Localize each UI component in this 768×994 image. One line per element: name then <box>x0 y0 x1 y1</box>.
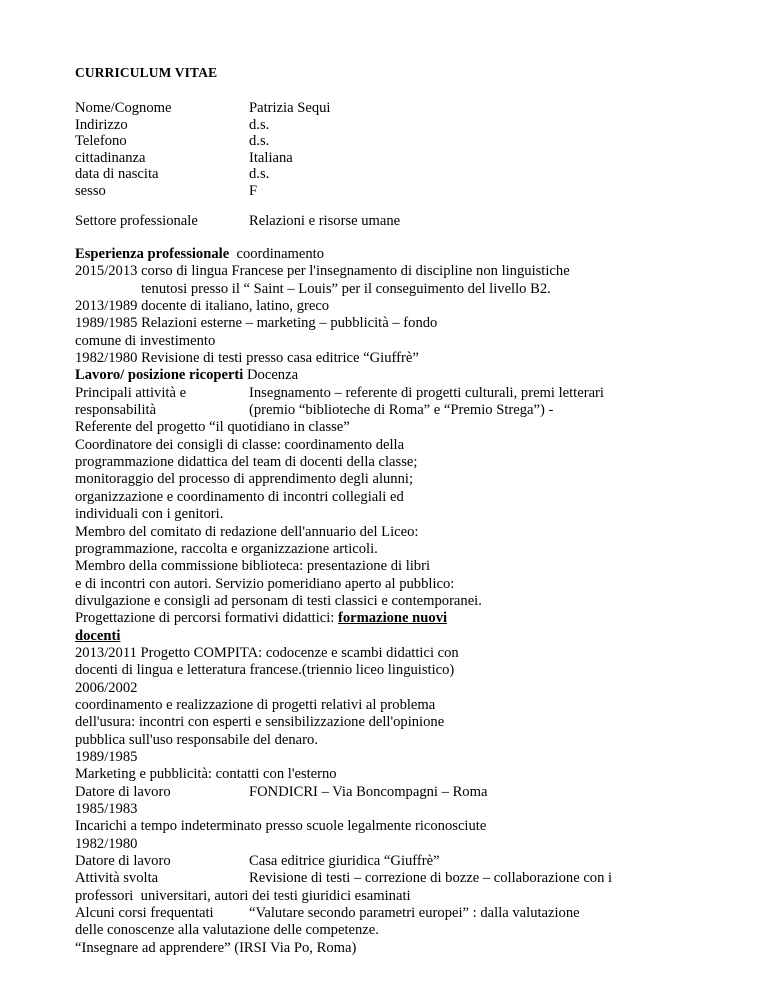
text-line: coordinamento <box>229 246 325 262</box>
text-line: “Insegnare ad apprendere” (IRSI Via Po, Roma) <box>75 939 357 956</box>
text-line: docenti di lingua e letteratura francese.(triennio liceo linguistico) <box>75 662 455 679</box>
info-label: Indirizzo <box>75 116 128 133</box>
training-highlight: docenti <box>75 627 121 644</box>
text-line: Referente del progetto “il quotidiano in classe” <box>75 419 350 436</box>
info-row-citizenship <box>75 150 330 167</box>
info-label: sesso <box>75 182 106 199</box>
activity-line <box>75 870 755 887</box>
text-line: 1982/1980 Revisione di testi presso casa editrice “Giuffrè” <box>75 350 419 367</box>
text-line: Incarichi a tempo indeterminato presso scuole legalmente riconosciute <box>75 818 487 835</box>
text-line: professori universitari, autori dei testi giuridici esaminati <box>75 887 411 904</box>
info-row-phone <box>75 133 330 150</box>
sector-label: Settore professionale <box>75 213 198 229</box>
date-line: 1989/1985 <box>75 748 138 765</box>
date-line: 2006/2002 <box>75 679 138 696</box>
info-label: Telefono <box>75 133 127 149</box>
employer-line <box>75 784 755 801</box>
text-line: Progettazione di percorsi formativi didattici: <box>75 610 339 627</box>
text-line: divulgazione e consigli ad personam di testi classici e contemporanei. <box>75 592 482 609</box>
employer-label: Datore di lavoro <box>75 783 171 800</box>
courses-line <box>75 905 755 922</box>
text-line: tenutosi presso il “ Saint – Louis” per il conseguimento del livello B2. <box>141 280 551 297</box>
position-label: Lavoro/ posizione ricoperti <box>75 367 244 384</box>
text-line: comune di investimento <box>75 332 216 349</box>
date-line: 1985/1983 <box>75 801 138 817</box>
employer-label: Datore di lavoro <box>75 853 171 870</box>
text-line: Membro del comitato di redazione dell'annuario del Liceo: <box>75 523 419 540</box>
info-row-sex <box>75 183 330 200</box>
activities-value: Insegnamento – referente di progetti culturali, premi letterari <box>249 384 604 401</box>
text-line: 2015/2013 corso di lingua Francese per l'insegnamento di discipline non linguistiche <box>75 263 570 280</box>
activities-label: responsabilità <box>75 402 157 419</box>
text-line: organizzazione e coordinamento di incontri collegiali ed <box>75 488 404 505</box>
activity-value: Revisione di testi – correzione di bozze – collaborazione con i <box>249 870 613 887</box>
text-line: 2013/1989 docente di italiano, latino, greco <box>75 298 330 315</box>
experience-section <box>75 246 755 957</box>
professional-sector <box>75 213 400 230</box>
document-title: CURRICULUM VITAE <box>75 65 218 80</box>
text-line: coordinamento e realizzazione di progetti relativi al problema <box>75 696 436 713</box>
activities-line <box>75 385 755 402</box>
activities-label: Principali attività e <box>75 384 187 401</box>
info-value: Patrizia Sequi <box>249 100 331 116</box>
text-line: programmazione, raccolta e organizzazione articoli. <box>75 540 378 557</box>
employer-line <box>75 853 755 870</box>
info-value: d.s. <box>249 166 270 182</box>
text-line: individuali con i genitori. <box>75 506 224 523</box>
info-label: Nome/Cognome <box>75 100 172 116</box>
text-line: Marketing e pubblicità: contatti con l'esterno <box>75 766 337 783</box>
date-line: 1982/1980 <box>75 835 138 852</box>
employer-value: FONDICRI – Via Boncompagni – Roma <box>249 783 488 800</box>
training-line <box>75 610 755 627</box>
info-row-birthdate <box>75 166 330 183</box>
text-line: dell'usura: incontri con esperti e sensibilizzazione dell'opinione <box>75 714 445 731</box>
text-line: Membro della commissione biblioteca: presentazione di libri <box>75 558 431 575</box>
courses-value: “Valutare secondo parametri europei” : dalla valutazione <box>249 905 580 922</box>
courses-label: Alcuni corsi frequentati <box>75 905 214 922</box>
info-row-address <box>75 117 330 134</box>
text-line: Coordinatore dei consigli di classe: coordinamento della <box>75 436 405 453</box>
text-line: monitoraggio del processo di apprendimento degli alunni; <box>75 471 414 488</box>
text-line: e di incontri con autori. Servizio pomeridiano aperto al pubblico: <box>75 575 455 592</box>
info-label: cittadinanza <box>75 149 146 166</box>
personal-info <box>75 100 330 199</box>
activities-line <box>75 402 755 419</box>
text-line: 1989/1985 Relazioni esterne – marketing – pubblicità – fondo <box>75 315 438 332</box>
text-line: 2013/2011 Progetto COMPITA: codocenze e scambi didattici con <box>75 644 459 661</box>
text-line: programmazione didattica del team di docenti della classe; <box>75 454 418 471</box>
info-value: F <box>249 182 258 199</box>
info-value: Italiana <box>249 149 293 166</box>
info-value: d.s. <box>249 116 270 133</box>
experience-heading: Esperienza professionale <box>75 246 230 262</box>
experience-heading-line <box>75 246 755 263</box>
info-label: data di nascita <box>75 166 159 182</box>
position-line <box>75 367 755 384</box>
position-value: Docenza <box>243 367 299 384</box>
activities-value: (premio “biblioteche di Roma” e “Premio Strega”) - <box>249 402 554 419</box>
employer-value: Casa editrice giuridica “Giuffrè” <box>249 853 440 870</box>
activity-label: Attività svolta <box>75 870 159 887</box>
sector-value: Relazioni e risorse umane <box>249 213 401 229</box>
training-highlight: formazione nuovi <box>338 610 448 627</box>
info-row-name <box>75 100 330 117</box>
info-value: d.s. <box>249 133 270 149</box>
text-line: delle conoscenze alla valutazione delle competenze. <box>75 922 379 939</box>
text-line: pubblica sull'uso responsabile del denaro. <box>75 731 318 748</box>
